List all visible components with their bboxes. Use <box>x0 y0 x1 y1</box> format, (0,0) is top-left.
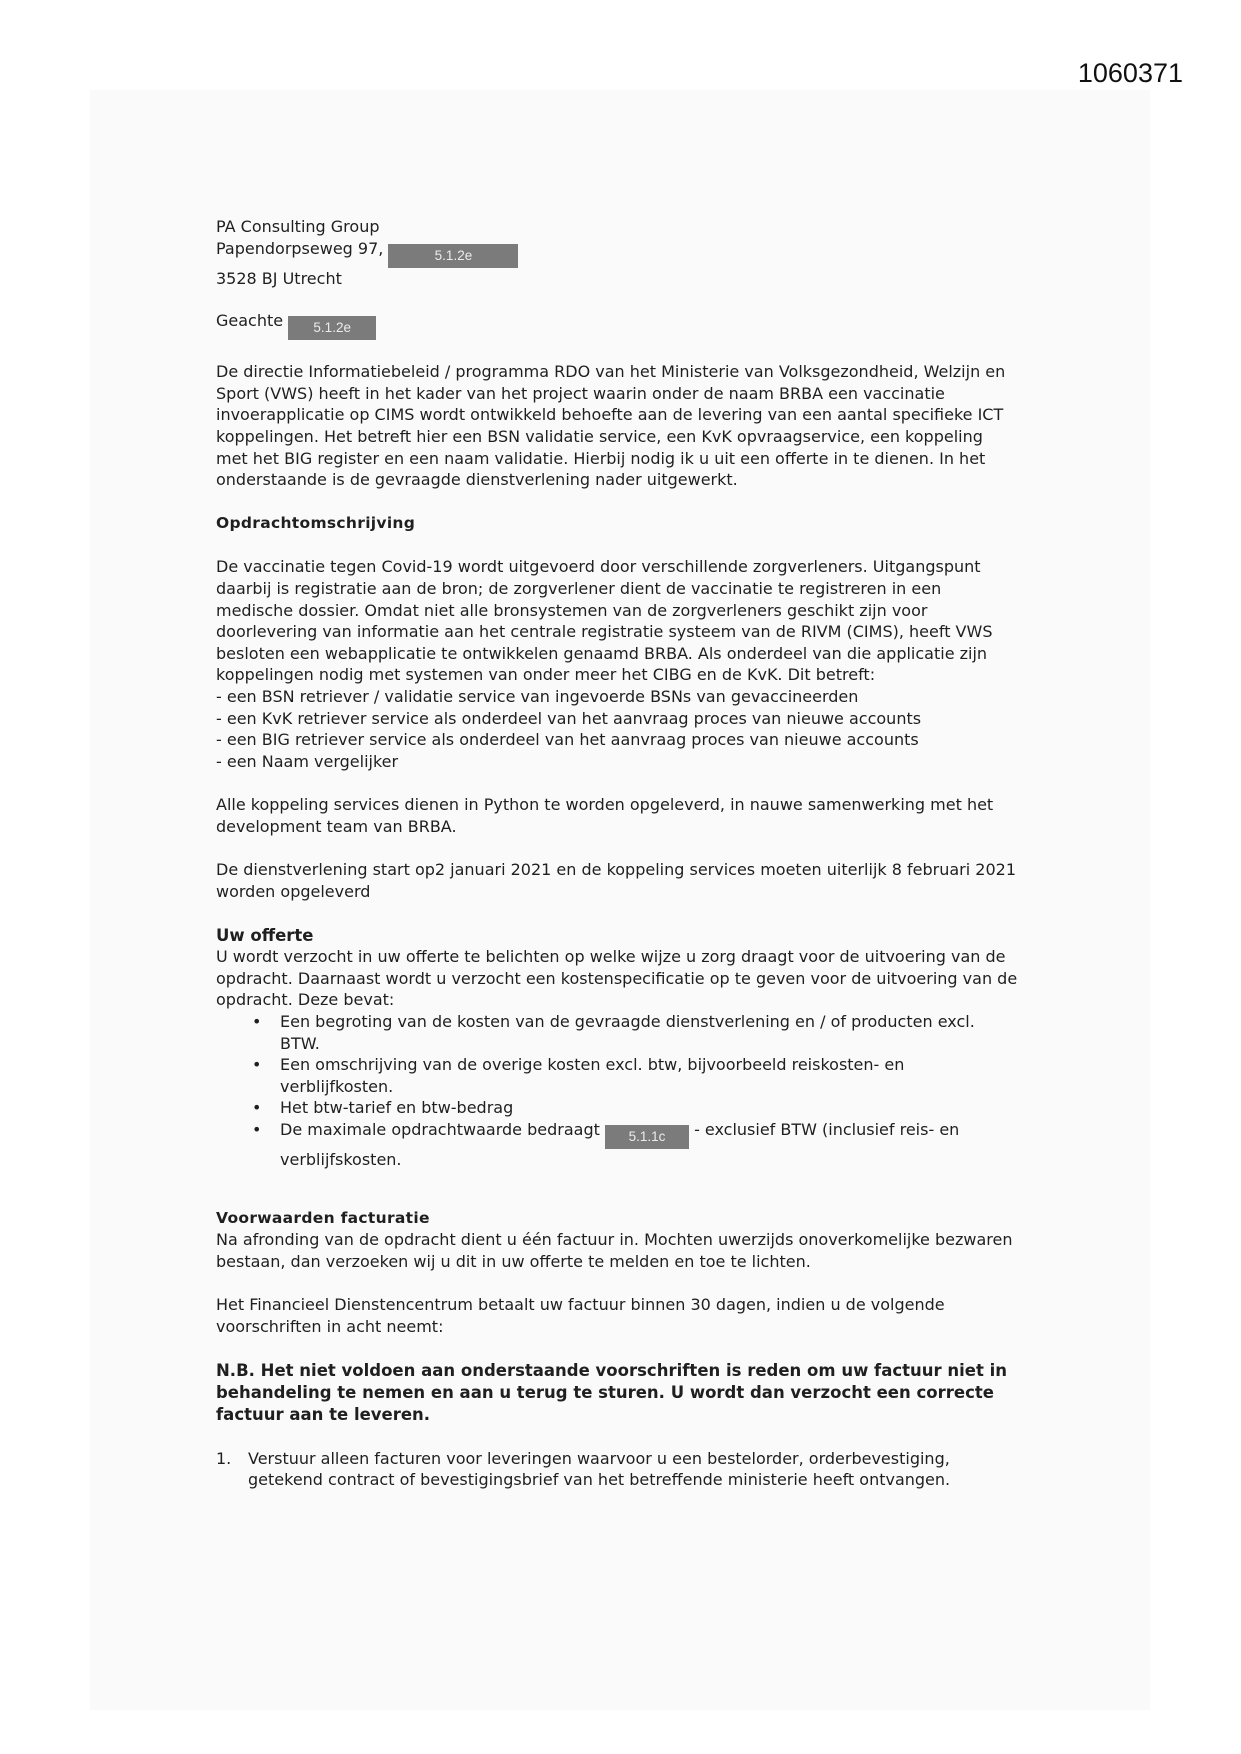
list-item <box>252 1097 1036 1119</box>
text-line: Na afronding van de opdracht dient u één factuur in. Mochten uwerzijds onoverkomelijke bezwaren <box>216 1230 1013 1250</box>
numbered-list <box>216 1448 1036 1491</box>
text-line: onderstaande is de gevraagde dienstverlening nader uitgewerkt. <box>216 470 738 490</box>
text-line: opdracht. Deze bevat: <box>216 990 395 1010</box>
list-item <box>252 1011 1036 1054</box>
text-line: worden opgeleverd <box>216 882 371 902</box>
address-company: PA Consulting Group <box>216 217 380 236</box>
list-item <box>252 1054 1036 1097</box>
list-item: - een BIG retriever service als onderdeel van het aanvraag proces van nieuwe accounts <box>216 730 919 750</box>
text-line: koppelingen nodig met systemen van onder meer het CIBG en de KvK. Dit betreft: <box>216 665 876 685</box>
heading-voorwaarden-facturatie: Voorwaarden facturatie <box>216 1208 430 1227</box>
text-line: opdracht. Daarnaast wordt u verzocht een kostenspecificatie op te geven voor de uitvoering van de <box>216 968 1018 988</box>
text-line: met het BIG register en een naam validatie. Hierbij nodig ik u uit een offerte in te dienen. In het <box>216 448 986 468</box>
text-fragment: - exclusief BTW (inclusief reis- en <box>694 1120 960 1139</box>
text-line: De vaccinatie tegen Covid-19 wordt uitgevoerd door verschillende zorgverleners. Uitgangspunt <box>216 557 981 577</box>
text-line: bestaan, dan verzoeken wij u dit in uw offerte te melden en toe te lichten. <box>216 1251 811 1271</box>
text-line: U wordt verzocht in uw offerte te belichten op welke wijze u zorg draagt voor de uitvoering van de <box>216 947 1006 967</box>
redaction-box: 5.1.2e <box>388 244 518 268</box>
offerte-bullet-list <box>216 1011 1036 1171</box>
text-line: Alle koppeling services dienen in Python te worden opgeleverd, in nauwe samenwerking met het <box>216 795 994 815</box>
intro-paragraph <box>216 361 1036 491</box>
text-line: verblijfkosten. <box>280 1076 394 1096</box>
text-line: daarbij is registratie aan de bron; de zorgverlener dient de vaccinatie te registreren in een <box>216 578 942 598</box>
text-line: • Een omschrijving van de overige kosten excl. btw, bijvoorbeeld reiskosten- en <box>280 1055 905 1075</box>
text-line: development team van BRBA. <box>216 816 457 836</box>
nb-notice <box>216 1360 1036 1426</box>
address-street-line <box>216 238 1036 268</box>
text-line: De dienstverlening start op2 januari 2021 en de koppeling services moeten uiterlijk 8 februari 2021 <box>216 860 1016 880</box>
offerte-paragraph <box>216 946 1036 1011</box>
text-line: invoerapplicatie op CIMS wordt ontwikkeld behoefte aan de levering van een aantal specifieke ICT <box>216 405 1004 425</box>
text-line <box>280 1119 1036 1149</box>
address-city: 3528 BJ Utrecht <box>216 268 342 288</box>
text-line: N.B. Het niet voldoen aan onderstaande voorschriften is reden om uw factuur niet in <box>216 1360 1008 1380</box>
list-item: - een BSN retriever / validatie service van ingevoerde BSNs van gevaccineerden <box>216 686 859 706</box>
text-line: BTW. <box>280 1033 320 1053</box>
text-fragment: De maximale opdrachtwaarde bedraagt <box>280 1120 600 1139</box>
salutation <box>216 310 1036 340</box>
document-number: 1060371 <box>1077 58 1183 88</box>
opdracht-paragraph <box>216 556 1036 772</box>
list-item: - een KvK retriever service als onderdeel van het aanvraag proces van nieuwe accounts <box>216 708 922 728</box>
text-line: getekend contract of bevestigingsbrief van het betreffende ministerie heeft ontvangen. <box>248 1470 951 1490</box>
text-line: behandeling te nemen en aan u terug te sturen. U wordt dan verzocht een correcte <box>216 1382 994 1402</box>
heading-uw-offerte: Uw offerte <box>216 925 314 945</box>
python-paragraph <box>216 794 1036 837</box>
text-line: Het Financieel Dienstencentrum betaalt uw factuur binnen 30 dagen, indien u de volgende <box>216 1295 945 1315</box>
start-paragraph <box>216 859 1036 902</box>
list-item: - een Naam vergelijker <box>216 751 399 771</box>
address-block <box>216 216 1036 289</box>
heading-opdrachtomschrijving: Opdrachtomschrijving <box>216 513 416 532</box>
text-line: • Het btw-tarief en btw-bedrag <box>280 1098 514 1118</box>
redaction-box: 5.1.1c <box>605 1125 689 1149</box>
text-line: koppelingen. Het betreft hier een BSN validatie service, een KvK opvraagservice, een koppeling <box>216 426 983 446</box>
text-line: factuur aan te leveren. <box>216 1404 431 1424</box>
text-line: • Een begroting van de kosten van de gevraagde dienstverlening en / of producten excl. <box>280 1012 975 1032</box>
text-line: verblijfskosten. <box>280 1150 402 1169</box>
letter-body <box>216 216 1036 1491</box>
text-line: Verstuur alleen facturen voor leveringen waarvoor u een bestelorder, orderbevestiging, <box>248 1448 950 1468</box>
address-street: Papendorpseweg 97, <box>216 238 384 258</box>
list-item <box>252 1119 1036 1171</box>
facturatie-paragraph <box>216 1229 1036 1272</box>
text-line: Sport (VWS) heeft in het kader van het project waarin onder de naam BRBA een vaccinatie <box>216 383 945 403</box>
text-line: voorschriften in acht neemt: <box>216 1316 444 1336</box>
fdc-paragraph <box>216 1294 1036 1337</box>
text-line: De directie Informatiebeleid / programma RDO van het Ministerie van Volksgezondheid, Welzijn en <box>216 362 1006 382</box>
text-line: doorlevering van informatie aan het centrale registratie systeem van de RIVM (CIMS), heeft VWS <box>216 622 993 642</box>
text-line: besloten een webapplicatie te ontwikkelen genaamd BRBA. Als onderdeel van die applicatie zijn <box>216 643 988 663</box>
salutation-text: Geachte <box>216 311 284 331</box>
list-number: 1. <box>216 1448 232 1468</box>
redaction-box: 5.1.2e <box>288 316 376 340</box>
list-item <box>216 1448 1036 1491</box>
text-line: medische dossier. Omdat niet alle bronsystemen van de zorgverleners geschikt zijn voor <box>216 600 928 620</box>
